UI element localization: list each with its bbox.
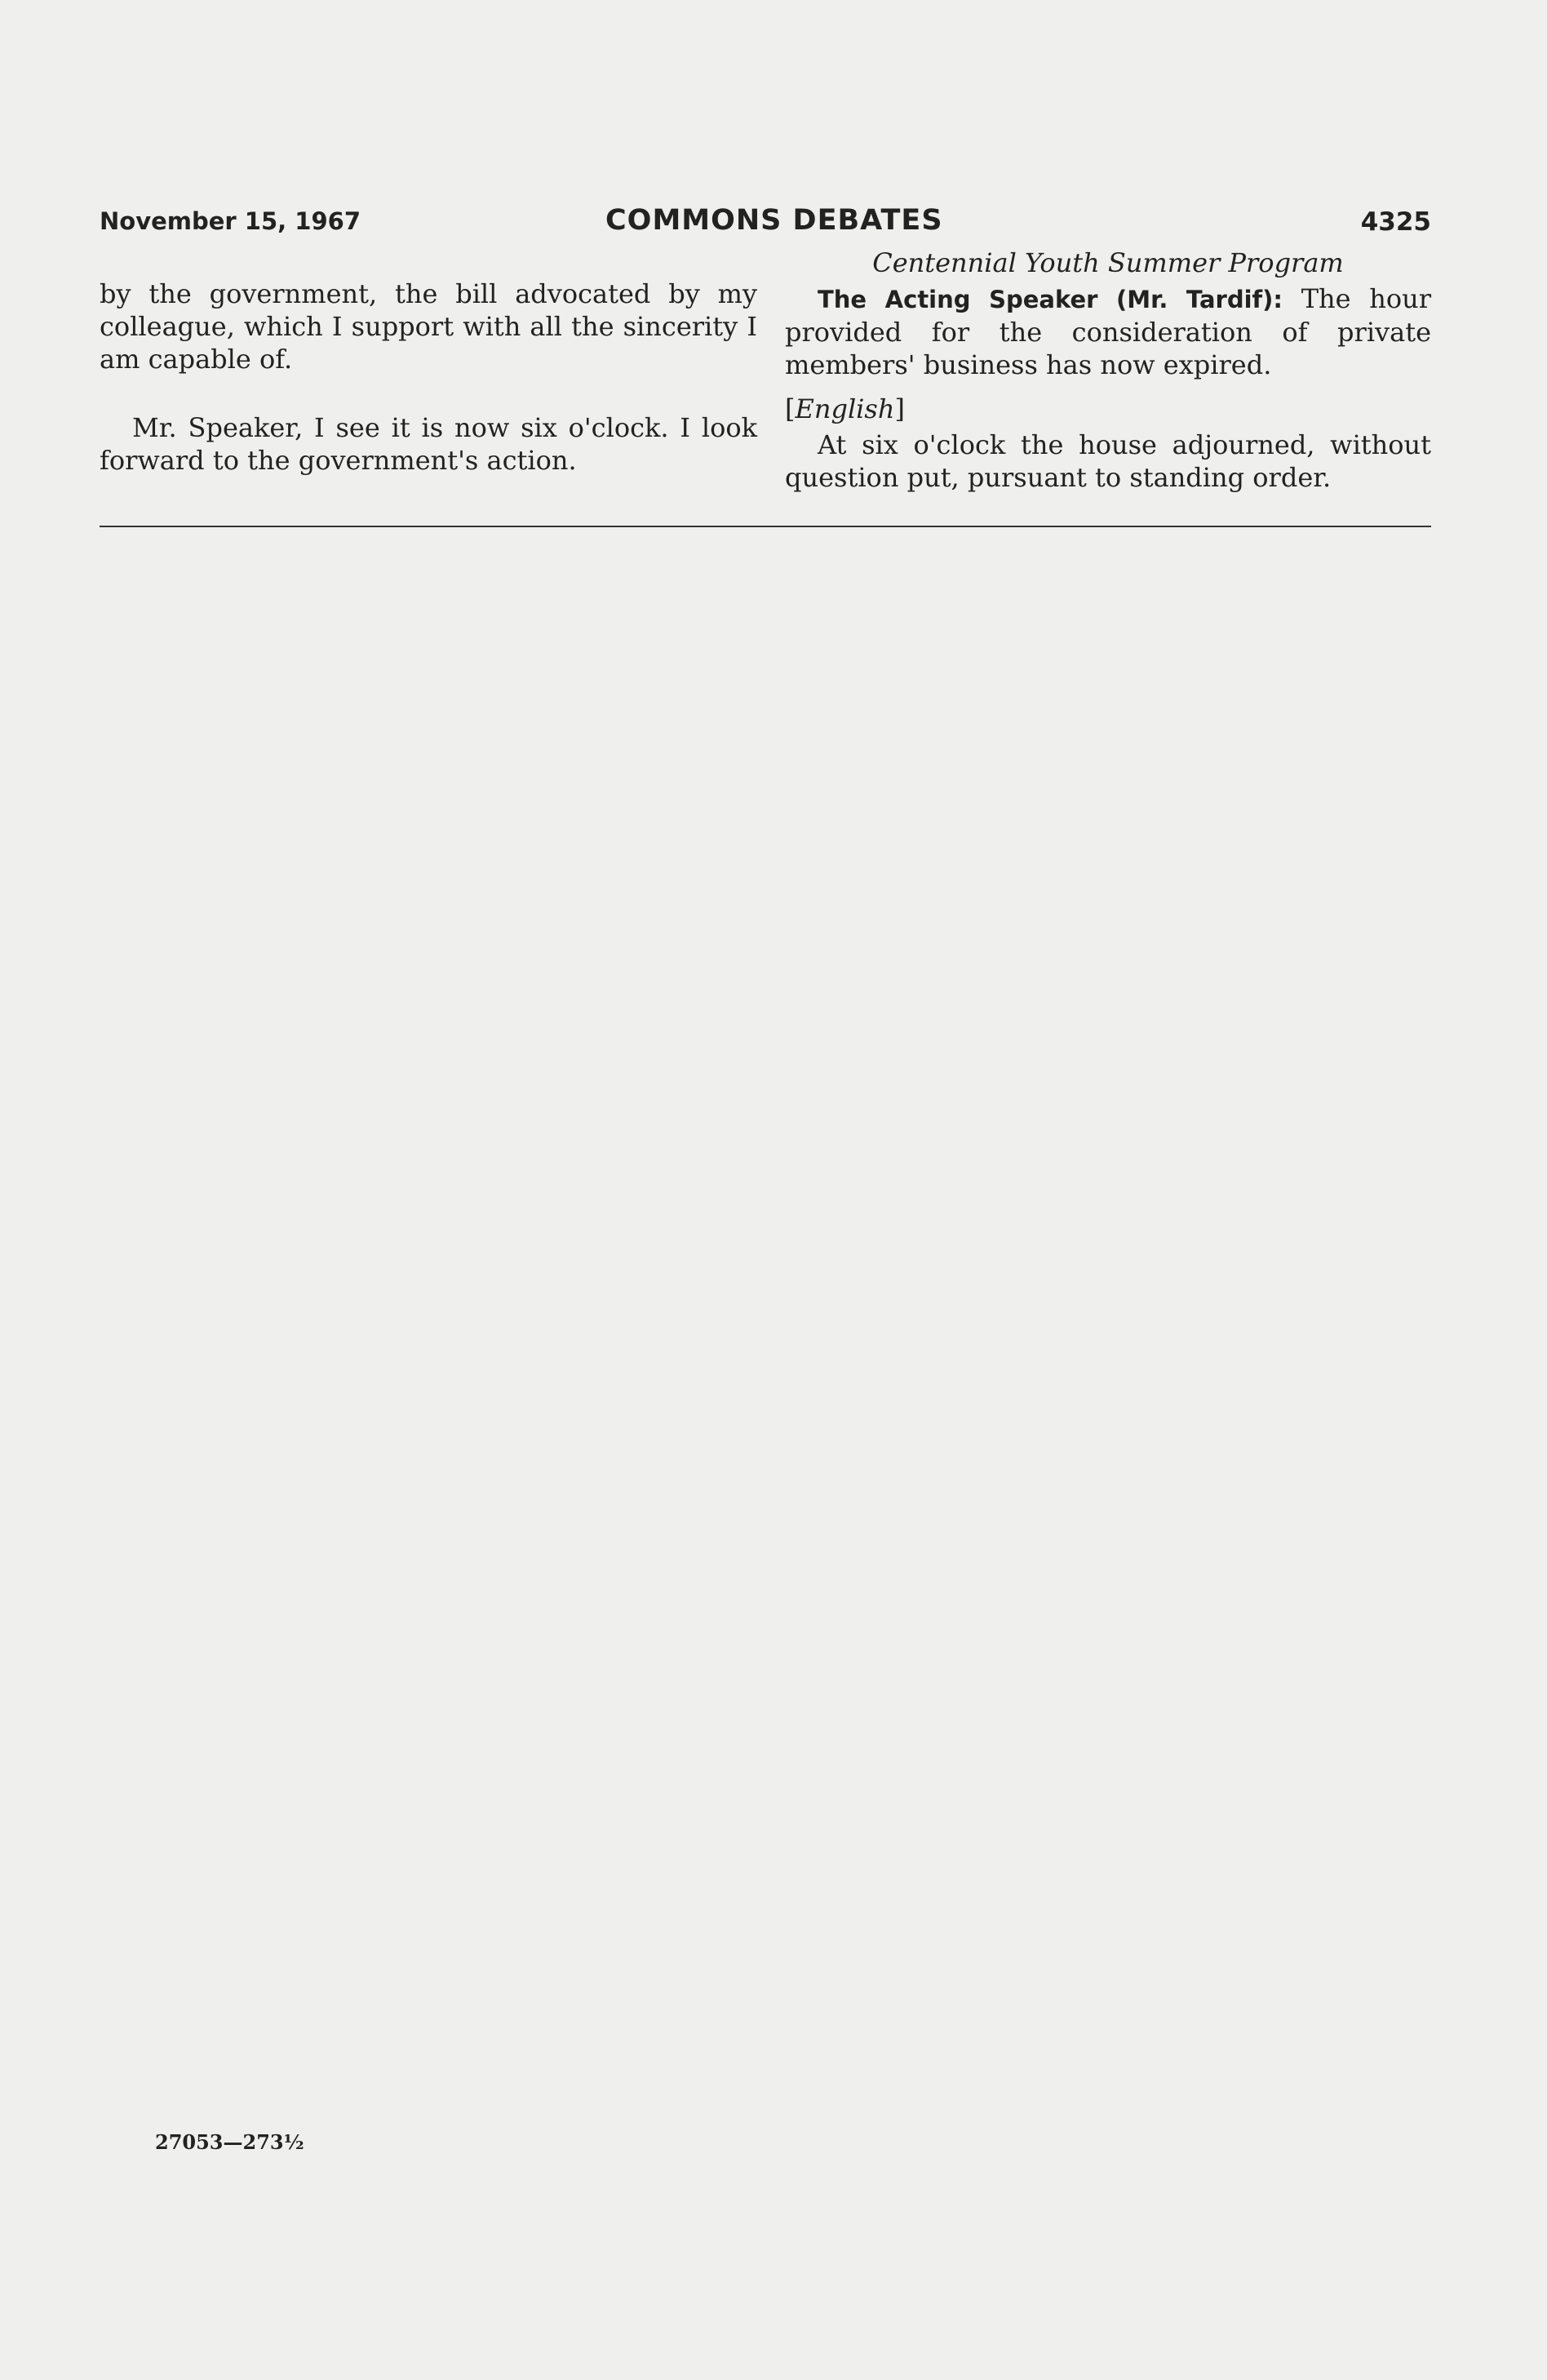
header-title: COMMONS DEBATES bbox=[605, 204, 943, 237]
speech-text: The hour provided for the consideration of private members' business has now expired. bbox=[785, 283, 1432, 380]
left-paragraph-continuation: by the government, the bill advocated by my colleague, which I support with all the sincerity I am capable of. bbox=[100, 278, 757, 375]
right-column bbox=[785, 246, 1431, 494]
language-close-bracket: ] bbox=[894, 393, 905, 424]
footer-print-code: 27053—273½ bbox=[155, 2130, 304, 2154]
header-page-number: 4325 bbox=[1360, 207, 1431, 237]
section-heading: Centennial Youth Summer Program bbox=[872, 247, 1344, 278]
adjournment-paragraph: At six o'clock the house adjourned, without question put, pursuant to standing order. bbox=[785, 429, 1431, 493]
language-open-bracket: [ bbox=[785, 393, 796, 424]
language-label: English bbox=[795, 393, 895, 424]
speech-paragraph bbox=[785, 282, 1431, 381]
header-date: November 15, 1967 bbox=[100, 207, 361, 235]
page-header bbox=[100, 204, 1431, 245]
left-paragraph-closing: Mr. Speaker, I see it is now six o'clock. I look forward to the government's action. bbox=[100, 412, 757, 476]
speaker-name: The Acting Speaker (Mr. Tardif): bbox=[818, 286, 1283, 313]
horizontal-rule bbox=[100, 526, 1431, 527]
language-tag bbox=[785, 393, 1431, 425]
left-column bbox=[100, 278, 757, 477]
